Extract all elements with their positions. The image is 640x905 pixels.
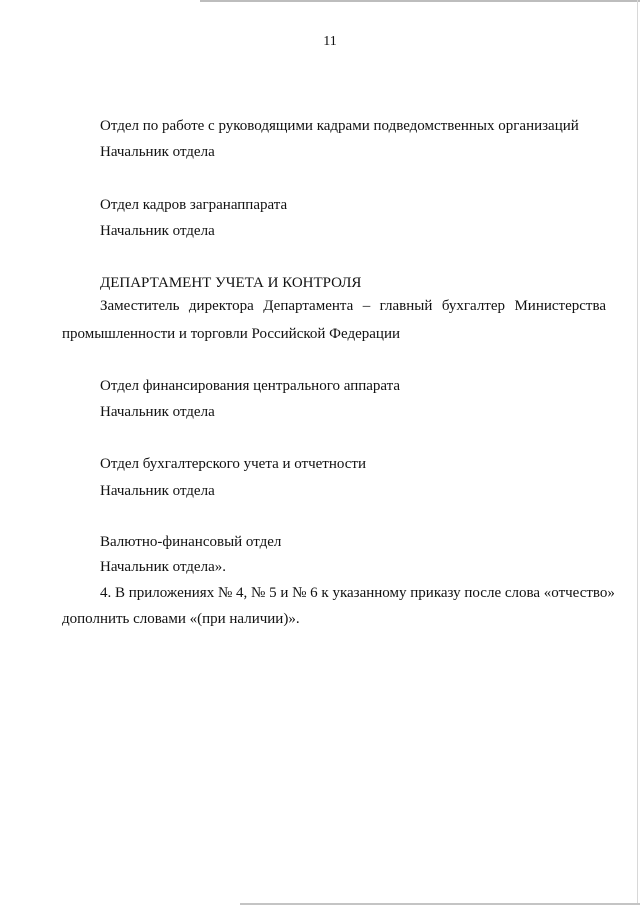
position-head-of-department: Начальник отдела — [100, 483, 215, 499]
department-line-currency-finance: Валютно-финансовый отдел — [100, 534, 282, 550]
department-line-central-financing: Отдел финансирования центрального аппарата — [100, 378, 401, 394]
section-heading-accounting-control: ДЕПАРТАМЕНТ УЧЕТА И КОНТРОЛЯ — [100, 275, 362, 291]
paragraph-item-4-continuation: дополнить словами «(при наличии)». — [62, 611, 300, 627]
position-deputy-director: Заместитель директора Департамента – главный бухгалтер Министерства — [100, 298, 606, 314]
page-number: 11 — [323, 34, 337, 49]
position-head-of-department-closing: Начальник отдела». — [100, 559, 226, 575]
department-line-leadership-personnel: Отдел по работе с руководящими кадрами подведомственных организаций — [100, 118, 579, 134]
position-head-of-department: Начальник отдела — [100, 223, 215, 239]
paragraph-item-4: 4. В приложениях № 4, № 5 и № 6 к указанному приказу после слова «отчество» — [100, 585, 615, 601]
position-head-of-department: Начальник отдела — [100, 144, 215, 160]
position-deputy-director-continuation: промышленности и торговли Российской Федерации — [62, 326, 400, 342]
scan-edge-right — [637, 0, 638, 905]
scan-edge-top — [200, 0, 640, 2]
department-line-foreign-staff: Отдел кадров загранаппарата — [100, 197, 288, 213]
position-head-of-department: Начальник отдела — [100, 404, 215, 420]
department-line-accounting-reporting: Отдел бухгалтерского учета и отчетности — [100, 456, 367, 472]
